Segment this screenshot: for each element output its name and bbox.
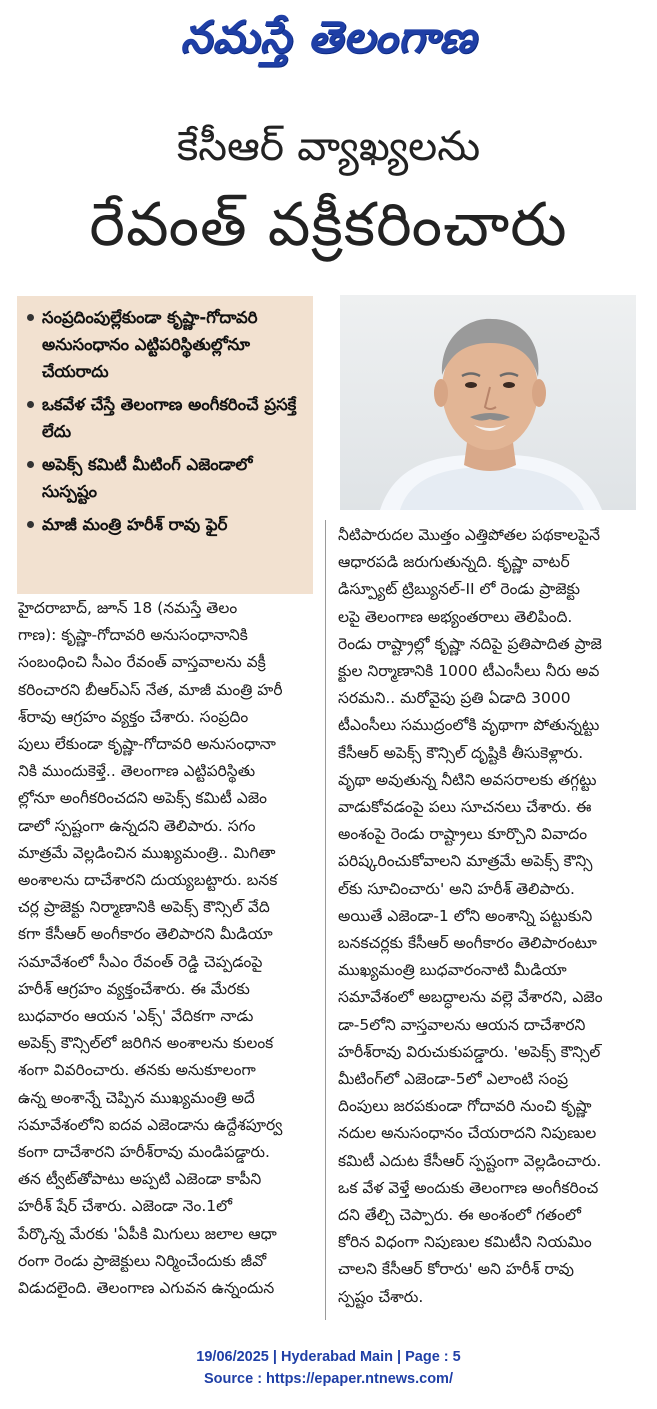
article-column-right: నీటిపారుదల మొత్తం ఎత్తిపోతల పథకాలపైనే ఆధారపడి జరుగుతున్నది. కృష్ణా వాటర్ డిస్ప్యూట్ ట్రిబ్యునల్-II లో రెండు ప్రాజెక్టు లపై తెలంగాణ అభ్యంతరాలు తెలిపింది. రెండు రాష్ట్రాల్లో కృష్ణా నదిపై ప్రతిపాదిత ప్రాజె క్టుల నిర్మాణానికి 1000 టీఎంసీలు నీరు అవ సరమని.. మరోవైపు ప్రతి ఏడాది 3000 టీఎంసీలు సముద్రంలోకి వృథాగా పోతున్నట్టు కేసీఆర్ అపెక్స్ కౌన్సిల్ దృష్టికి తీసుకెళ్లారు. వృథా అవుతున్న నీటిని అవసరాలకు తగ్గట్టు వాడుకోవడంపై పలు సూచనలు చేశారు. ఈ అంశంపై రెండు రాష్ట్రాలు కూర్చొని వివాదం పరిష్కరించుకోవాలని మాత్రమే అపెక్స్ కౌన్సి ల్‌కు సూచించారు' అని హరీశ్ తెలిపారు. అయితే ఎజెండా-1 లోని అంశాన్ని పట్టుకుని బనకచర్లకు కేసీఆర్ అంగీకారం తెలిపారంటూ ముఖ్యమంత్రి బుధవారంనాటి మీడియా సమావేశంలో అబద్ధాలను వల్లె వేశారని, ఎజెం డా-5లోని వాస్తవాలను ఆయన దాచేశారని హరీశ్‌రావు విరుచుకుపడ్డారు. 'అపెక్స్ కౌన్సిల్ మీటింగ్‌లో ఎజెండా-5లో ఎలాంటి సంప్ర దింపులు జరపకుండా గోదావరి నుంచి కృష్ణా నదుల అనుసంధానం చేయరాదని నిపుణుల కమిటీ ఎదుట కేసీఆర్ స్పష్టంగా వెల్లడించారు. ఒక వేళ వెళ్తే అందుకు తెలంగాణ అంగీకరించ దని తేల్చి చెప్పారు. ఈ అంశంలో గతంలో కోరిన విధంగా నిపుణుల కమిటీని నియమిం చాలని కేసీఆర్ కోరారు' అని హరీశ్ రావు స్పష్టం చేశారు. — [338, 526, 603, 1306]
headline-line-2: రేవంత్ వక్రీకరించారు — [89, 190, 568, 260]
column-divider — [325, 520, 326, 1320]
highlight-item — [27, 511, 307, 538]
footer-source-link[interactable]: Source : https://epaper.ntnews.com/ — [204, 1371, 453, 1387]
footer-date-page: 19/06/2025 | Hyderabad Main | Page : 5 — [196, 1349, 461, 1365]
article-column-left: హైదరాబాద్, జూన్ 18 (నమస్తే తెలం గాణ): కృష్ణా-గోదావరి అనుసంధానానికి సంబంధించి సీఎం రేవంత్ వాస్తవాలను వక్రీ కరించారని బీఆర్ఎస్ నేత, మాజీ మంత్రి హరీ శ్‌రావు ఆగ్రహం వ్యక్తం చేశారు. సంప్రదిం పులు లేకుండా కృష్ణా-గోదావరి అనుసంధానా నికి ముందుకెళ్తే.. తెలంగాణ ఎట్టిపరిస్థితు ల్లోనూ అంగీకరించదని అపెక్స్ కమిటీ ఎజెం డాలో స్పష్టంగా ఉన్నదని తెలిపారు. సగం మాత్రమే వెల్లడించిన ముఖ్యమంత్రి.. మిగితా అంశాలను దాచేశారని దుయ్యబట్టారు. బనక చర్ల ప్రాజెక్టు నిర్మాణానికి అపెక్స్ కౌన్సిల్ వేది కగా కేసీఆర్ అంగీకారం తెలిపారని మీడియా సమావేశంలో సీఎం రేవంత్ రెడ్డి చెప్పడంపై హరీశ్ ఆగ్రహం వ్యక్తంచేశారు. ఈ మేరకు బుధవారం ఆయన 'ఎక్స్' వేదికగా నాడు అపెక్స్ కౌన్సిల్‌లో జరిగిన అంశాలను కులంక శంగా వివరించారు. తనకు అనుకూలంగా ఉన్న అంశాన్నే చెప్పిన ముఖ్యమంత్రి అదే సమావేశంలోని ఐదవ ఎజెండాను ఉద్దేశపూర్వ కంగా దాచేశారని హరీశ్‌రావు మండిపడ్డారు. తన ట్వీట్‌తోపాటు అప్పటి ఎజెండా కాపీని హరీశ్ షేర్ చేశారు. ఎజెండా నెం.1లో పేర్కొన్న మేరకు 'ఏపీకి మిగులు జలాల ఆధా రంగా రెండు ప్రాజెక్టులు నిర్మించేందుకు జీవో విడుదలైంది. తెలంగాణ ఎగువన ఉన్నందున — [18, 599, 283, 1298]
highlight-item — [27, 304, 307, 385]
bullet-icon — [27, 521, 34, 528]
bullet-icon — [27, 461, 34, 468]
footer — [0, 1346, 657, 1390]
headline-line-1: కేసీఆర్ వ్యాఖ్యలను — [176, 122, 481, 170]
bullet-icon — [27, 314, 34, 321]
highlight-text: సంప్రదింపుల్లేకుండా కృష్ణా-గోదావరి అనుసంధానం ఎట్టిపరిస్థితుల్లోనూ చేయరాదు — [42, 308, 258, 381]
masthead-logo: నమస్తే తెలంగాణ — [180, 12, 477, 63]
highlight-item — [27, 391, 307, 445]
highlight-text: మాజీ మంత్రి హరీశ్ రావు ఫైర్ — [42, 515, 228, 534]
bullet-icon — [27, 401, 34, 408]
highlight-item — [27, 451, 307, 505]
highlight-text: ఒకవేళ చేస్తే తెలంగాణ అంగీకరించే ప్రసక్తే లేదు — [42, 395, 297, 441]
person-photo — [340, 295, 636, 510]
highlight-text: అపెక్స్ కమిటీ మీటింగ్ ఎజెండాలో సుస్పష్టం — [42, 455, 253, 501]
highlights-box — [17, 296, 313, 594]
